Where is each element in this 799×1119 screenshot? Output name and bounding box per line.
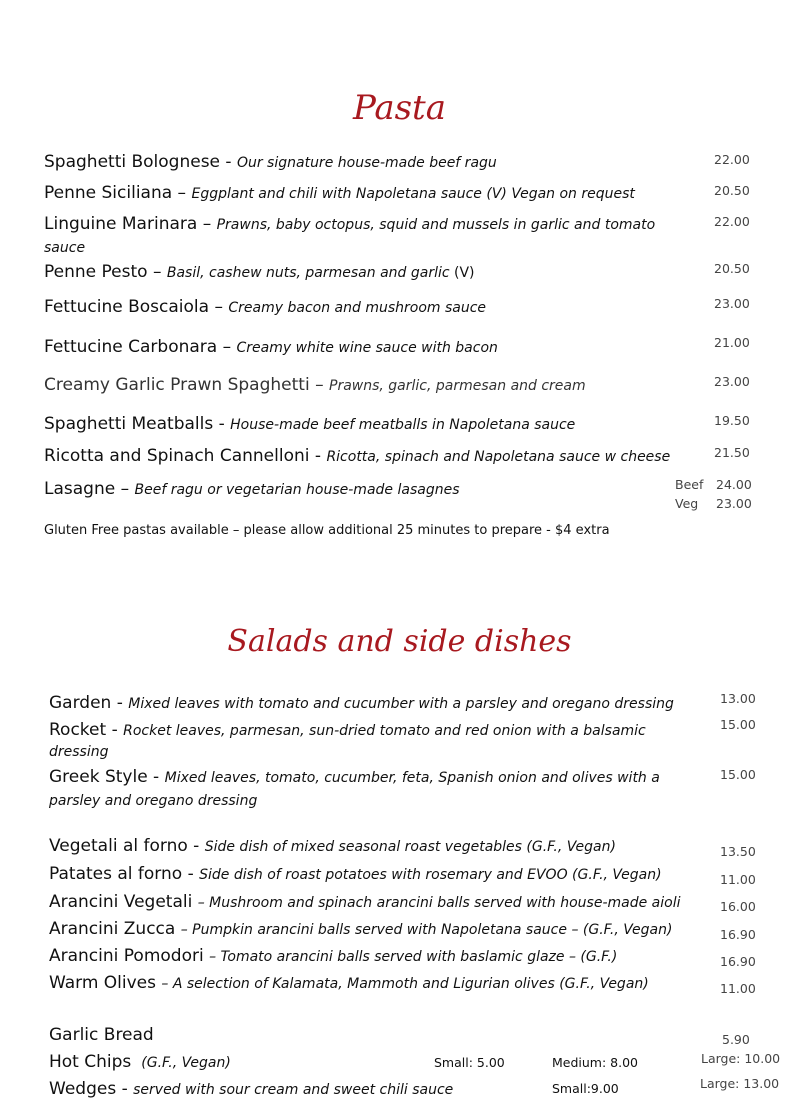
item-desc: Beef ragu or vegetarian house-made lasagnes — [134, 482, 460, 498]
menu-item — [49, 720, 646, 740]
item-desc: Basil, cashew nuts, parmesan and garlic — [166, 265, 450, 281]
item-price: 22.00 — [714, 152, 750, 167]
menu-item-garlic-bread — [49, 1025, 154, 1045]
item-name: Ricotta and Spinach Cannelloni - — [44, 446, 327, 466]
menu-item — [44, 297, 486, 317]
item-name: Spaghetti Meatballs - — [44, 414, 231, 434]
item-name: Arancini Vegetali — [49, 892, 198, 912]
menu-item — [49, 946, 617, 966]
gluten-free-note: Gluten Free pastas available – please allow additional 25 minutes to prepare - $4 extra — [44, 523, 610, 538]
menu-item — [44, 183, 635, 203]
item-price: 16.90 — [720, 954, 756, 969]
item-desc: Rocket leaves, parmesan, sun-dried tomato and red onion with a balsamic — [123, 723, 646, 739]
item-name: Penne Pesto – — [44, 262, 167, 282]
item-price: 5.90 — [722, 1032, 750, 1047]
menu-item — [44, 337, 498, 357]
menu-item — [44, 214, 655, 234]
item-desc: – Pumpkin arancini balls served with Napoletana sauce – (G.F., Vegan) — [180, 922, 673, 938]
item-desc: Mixed leaves with tomato and cucumber with a parsley and oregano dressing — [128, 696, 674, 712]
salads-heading: Salads and side dishes — [227, 624, 572, 659]
item-desc: Mixed leaves, tomato, cucumber, feta, Spanish onion and olives with a — [164, 770, 660, 786]
item-name: Warm Olives — [49, 973, 162, 993]
menu-item — [49, 693, 674, 713]
price-small: Small:9.00 — [552, 1081, 619, 1096]
item-name: Hot Chips — [49, 1052, 132, 1072]
menu-item-hot-chips — [49, 1052, 231, 1072]
item-price: 23.00 — [714, 374, 750, 389]
menu-item — [49, 919, 672, 939]
item-name: Vegetali al forno - — [49, 836, 205, 856]
item-name: Lasagne – — [44, 479, 135, 499]
price-beef-label: Beef — [675, 477, 704, 492]
item-price: 16.90 — [720, 927, 756, 942]
item-name: Rocket - — [49, 720, 124, 740]
item-suffix: (G.F., Vegan) — [521, 839, 616, 855]
item-desc-continued: dressing — [49, 744, 109, 760]
item-price: 11.00 — [720, 981, 756, 996]
menu-item — [44, 262, 475, 282]
item-name: Garlic Bread — [49, 1025, 154, 1045]
menu-item — [49, 767, 660, 787]
item-desc: Eggplant and chili with Napoletana sauce (V) Vegan on request — [191, 186, 635, 202]
item-desc: Prawns, baby octopus, squid and mussels in garlic and tomato — [216, 217, 656, 233]
menu-item — [49, 892, 681, 912]
menu-item — [44, 152, 497, 172]
item-price: 20.50 — [714, 261, 750, 276]
item-name: Penne Siciliana – — [44, 183, 192, 203]
item-desc: – Mushroom and spinach arancini balls served with house-made aioli — [197, 895, 681, 911]
menu-item — [44, 446, 670, 466]
menu-item-wedges — [49, 1079, 453, 1099]
item-desc: Our signature house-made beef ragu — [236, 155, 497, 171]
item-price: 13.00 — [720, 691, 756, 706]
item-name: Patates al forno - — [49, 864, 200, 884]
price-veg-label: Veg — [675, 496, 699, 511]
item-name: Arancini Pomodori — [49, 946, 210, 966]
item-price: 21.50 — [714, 445, 750, 460]
item-desc: Ricotta, spinach and Napoletana sauce w cheese — [326, 449, 671, 465]
item-desc: House-made beef meatballs in Napoletana sauce — [230, 417, 576, 433]
price-medium: Medium: 8.00 — [552, 1055, 638, 1070]
item-price: 19.50 — [714, 413, 750, 428]
item-price: 16.00 — [720, 899, 756, 914]
item-name: Creamy Garlic Prawn Spaghetti – — [44, 375, 329, 395]
menu-item — [49, 864, 662, 884]
item-desc: – Tomato arancini balls served with baslamic glaze – (G.F.) — [209, 949, 618, 965]
item-price: 22.00 — [714, 214, 750, 229]
item-price: 11.00 — [720, 872, 756, 887]
item-desc: Side dish of mixed seasonal roast vegetables — [204, 839, 522, 855]
price-large: Large: 10.00 — [701, 1051, 781, 1066]
menu-item — [49, 973, 649, 993]
item-price: 23.00 — [714, 296, 750, 311]
item-price: 13.50 — [720, 844, 756, 859]
item-desc: Creamy white wine sauce with bacon — [236, 340, 498, 356]
item-price: 15.00 — [720, 767, 756, 782]
item-name: Fettucine Boscaiola – — [44, 297, 229, 317]
item-name: Fettucine Carbonara – — [44, 337, 237, 357]
item-name: Spaghetti Bolognese - — [44, 152, 237, 172]
price-beef: 24.00 — [716, 477, 752, 492]
item-desc-continued: parsley and oregano dressing — [49, 793, 258, 809]
item-name: Wedges - — [49, 1079, 134, 1099]
item-suffix: (G.F., Vegan) — [567, 867, 662, 883]
item-price: 20.50 — [714, 183, 750, 198]
item-desc: Prawns, garlic, parmesan and cream — [329, 378, 586, 394]
item-desc: Creamy bacon and mushroom sauce — [228, 300, 487, 316]
item-name: Greek Style - — [49, 767, 165, 787]
item-name: Arancini Zucca — [49, 919, 181, 939]
item-desc: (G.F., Vegan) — [141, 1055, 231, 1071]
item-desc: – A selection of Kalamata, Mammoth and Ligurian olives (G.F., Vegan) — [161, 976, 649, 992]
price-small: Small: 5.00 — [434, 1055, 505, 1070]
item-name: Linguine Marinara – — [44, 214, 217, 234]
item-price: 15.00 — [720, 717, 756, 732]
menu-item — [44, 414, 575, 434]
item-name: Garden - — [49, 693, 129, 713]
item-desc: served with sour cream and sweet chili sauce — [133, 1082, 454, 1098]
price-large: Large: 13.00 — [700, 1076, 780, 1091]
menu-item — [44, 375, 586, 395]
menu-item — [44, 479, 460, 499]
item-price: 21.00 — [714, 335, 750, 350]
pasta-heading: Pasta — [352, 88, 446, 128]
menu-item — [49, 836, 616, 856]
price-veg: 23.00 — [716, 496, 752, 511]
item-suffix: (V) — [449, 265, 475, 281]
item-desc: Side dish of roast potatoes with rosemary and EVOO — [199, 867, 568, 883]
item-desc-continued: sauce — [44, 240, 86, 256]
